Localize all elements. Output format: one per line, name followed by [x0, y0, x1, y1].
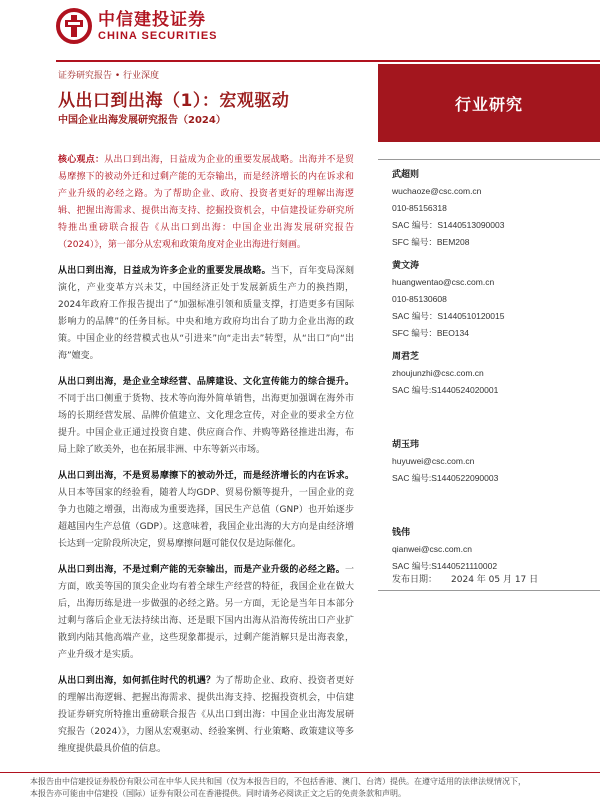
analyst-phone: 010-85130608 [392, 294, 447, 304]
sector-badge: 行业研究 [378, 64, 600, 142]
body-paragraph [58, 263, 354, 365]
header-divider [56, 60, 600, 62]
brand-logo [56, 8, 218, 44]
paragraph-lead: 从出口到出海，如何抓住时代的机遇？ [58, 676, 216, 686]
sidebar-bottom-divider [378, 590, 600, 591]
brand-name-cn: 中信建投证券 [98, 9, 206, 30]
disclaimer-line: 本报告由中信建投证券股份有限公司在中华人民共和国（仅为本报告目的，不包括香港、澳门、台湾）提供。在遵守适用的法律法规情况下， [30, 777, 526, 786]
analyst-sac: SAC 编号:S1440521110002 [392, 561, 498, 571]
analyst-sfc: SFC 编号：BEM208 [392, 237, 470, 247]
analyst-sac: SAC 编号:S1440522090003 [392, 473, 499, 483]
publish-date-label: 发布日期： [392, 575, 438, 585]
analyst-email: huangwentao@csc.com.cn [392, 277, 495, 287]
brand-emblem-icon [56, 8, 92, 44]
analyst-card [378, 259, 600, 342]
core-view-paragraph [58, 152, 354, 254]
analyst-sac: SAC 编号:S1440524020001 [392, 385, 499, 395]
footer-divider [0, 772, 600, 773]
publish-date-value: 2024 年 05 月 17 日 [451, 575, 539, 585]
body-paragraph [58, 673, 354, 758]
paragraph-text: 从日本等国家的经验看，随着人均GDP、贸易份额等提升，一国企业的竞争力也随之增强，出海成为重要选择，国民生产总值（GNP）也开始逐步超越国内生产总值（GDP）。这意味着，我国企业出海的大方向是由经济增长达到一定阶段所决定，贸易摩擦问题可能仅仅是边际催化。 [58, 488, 354, 549]
paragraph-text: 为了帮助企业、政府、投资者更好的理解出海逻辑、把握出海需求、提供出海支持、挖掘投资机会，中信建投证券研究所特推出重磅联合报告《从出口到出海：中国企业出海发展研究报告（2024）》，力图从宏观驱动、经验案例、行业策略、政策建议等多维度提供最具价值的信息。 [58, 676, 354, 754]
analyst-email: qianwei@csc.com.cn [392, 544, 472, 554]
paragraph-lead: 从出口到出海，不是过剩产能的无奈输出，而是产业升级的必经之路。 [58, 565, 345, 575]
analyst-card [378, 438, 600, 518]
report-type-label: 证券研究报告 • 行业深度 [58, 71, 160, 81]
paragraph-lead: 从出口到出海，是企业全球经营、品牌建设、文化宣传能力的综合提升。 [58, 377, 354, 387]
disclaimer-footer [30, 776, 590, 800]
analyst-name: 武超则 [392, 170, 420, 180]
report-title: 从出口到出海（1）：宏观驱动 [58, 91, 290, 111]
analyst-name: 胡玉玮 [392, 440, 420, 450]
analyst-sac: SAC 编号：S1440513090003 [392, 220, 505, 230]
report-subtitle: 中国企业出海发展研究报告（2024） [58, 115, 226, 126]
disclaimer-line: 本报告亦可能由中信建投（国际）证券有限公司在香港提供。同时请务必阅读正文之后的免责条款和声明。 [30, 789, 406, 798]
analyst-phone: 010-85156318 [392, 203, 447, 213]
analyst-sidebar [378, 150, 600, 606]
analyst-card [378, 168, 600, 251]
analyst-name: 周君芝 [392, 352, 420, 362]
analyst-name: 黄文涛 [392, 261, 420, 271]
body-paragraph [58, 468, 354, 553]
analyst-sfc: SFC 编号：BEO134 [392, 328, 469, 338]
analyst-card [378, 350, 600, 430]
analyst-sac: SAC 编号：S1440510120015 [392, 311, 505, 321]
body-paragraph [58, 374, 354, 459]
brand-name-en: CHINA SECURITIES [98, 29, 218, 42]
analyst-name: 钱伟 [392, 528, 411, 538]
body-paragraph [58, 562, 354, 664]
paragraph-text: 当下，百年变局深刻演化，产业变革方兴未艾，中国经济正处于发展新质生产力的换挡期，2024年政府工作报告提出了“加强标准引领和质量支撑，打造更多有国际影响力的品牌”的任务目标。中央和地方政府均出台了助力企业出海的政策。中国企业的经营模式也从“引进来”向“走出去”转型，从“出口”向“出海”嬗变。 [58, 266, 354, 361]
publish-date [392, 572, 538, 585]
paragraph-lead: 从出口到出海，日益成为许多企业的重要发展战略。 [58, 266, 271, 276]
main-content [58, 152, 354, 767]
analyst-card [378, 526, 600, 606]
paragraph-text: 一方面，欧美等国的顶尖企业均有着全球生产经营的特征，我国企业在做大后，出海历练是进一步做强的必经之路。另一方面，无论是当年日本部分过剩与落后企业无法持续出海、还是眼下国内出海从沿海传统出口产业扩散到内陆其他高端产业，这些现象都提示，过剩产能消解只是出海表象，产业升级才是实质。 [58, 565, 354, 660]
analyst-email: wuchaoze@csc.com.cn [392, 186, 482, 196]
paragraph-text: 不同于出口侧重于货物、技术等向海外简单销售，出海更加强调在海外市场的长期经营发展、品牌价值建立、文化理念宣传，对企业的要求全方位提升。中国企业正通过投资自建、供应商合作、并购等路径推进出海，布局上除了欧美外，也在拓展非洲、中东等新兴市场。 [58, 394, 354, 455]
core-view-text: 从出口到出海，日益成为企业的重要发展战略。出海并不是贸易摩擦下的被动外迁和过剩产能的无奈输出，而是经济增长的内在诉求和产业升级的必经之路。为了帮助企业、政府、投资者更好的理解出海逻辑、把握出海需求、提供出海支持、挖掘投资机会，中信建投证券研究所特推出重磅联合报告《从出口到出海：中国企业出海发展研究报告（2024）》，第一部分从宏观和政策角度对企业出海进行刻画。 [58, 155, 354, 250]
analyst-email: zhoujunzhi@csc.com.cn [392, 368, 484, 378]
analyst-email: huyuwei@csc.com.cn [392, 456, 475, 466]
core-view-lead: 核心观点： [58, 155, 105, 165]
sidebar-divider [378, 159, 600, 160]
paragraph-lead: 从出口到出海，不是贸易摩擦下的被动外迁，而是经济增长的内在诉求。 [58, 471, 354, 481]
